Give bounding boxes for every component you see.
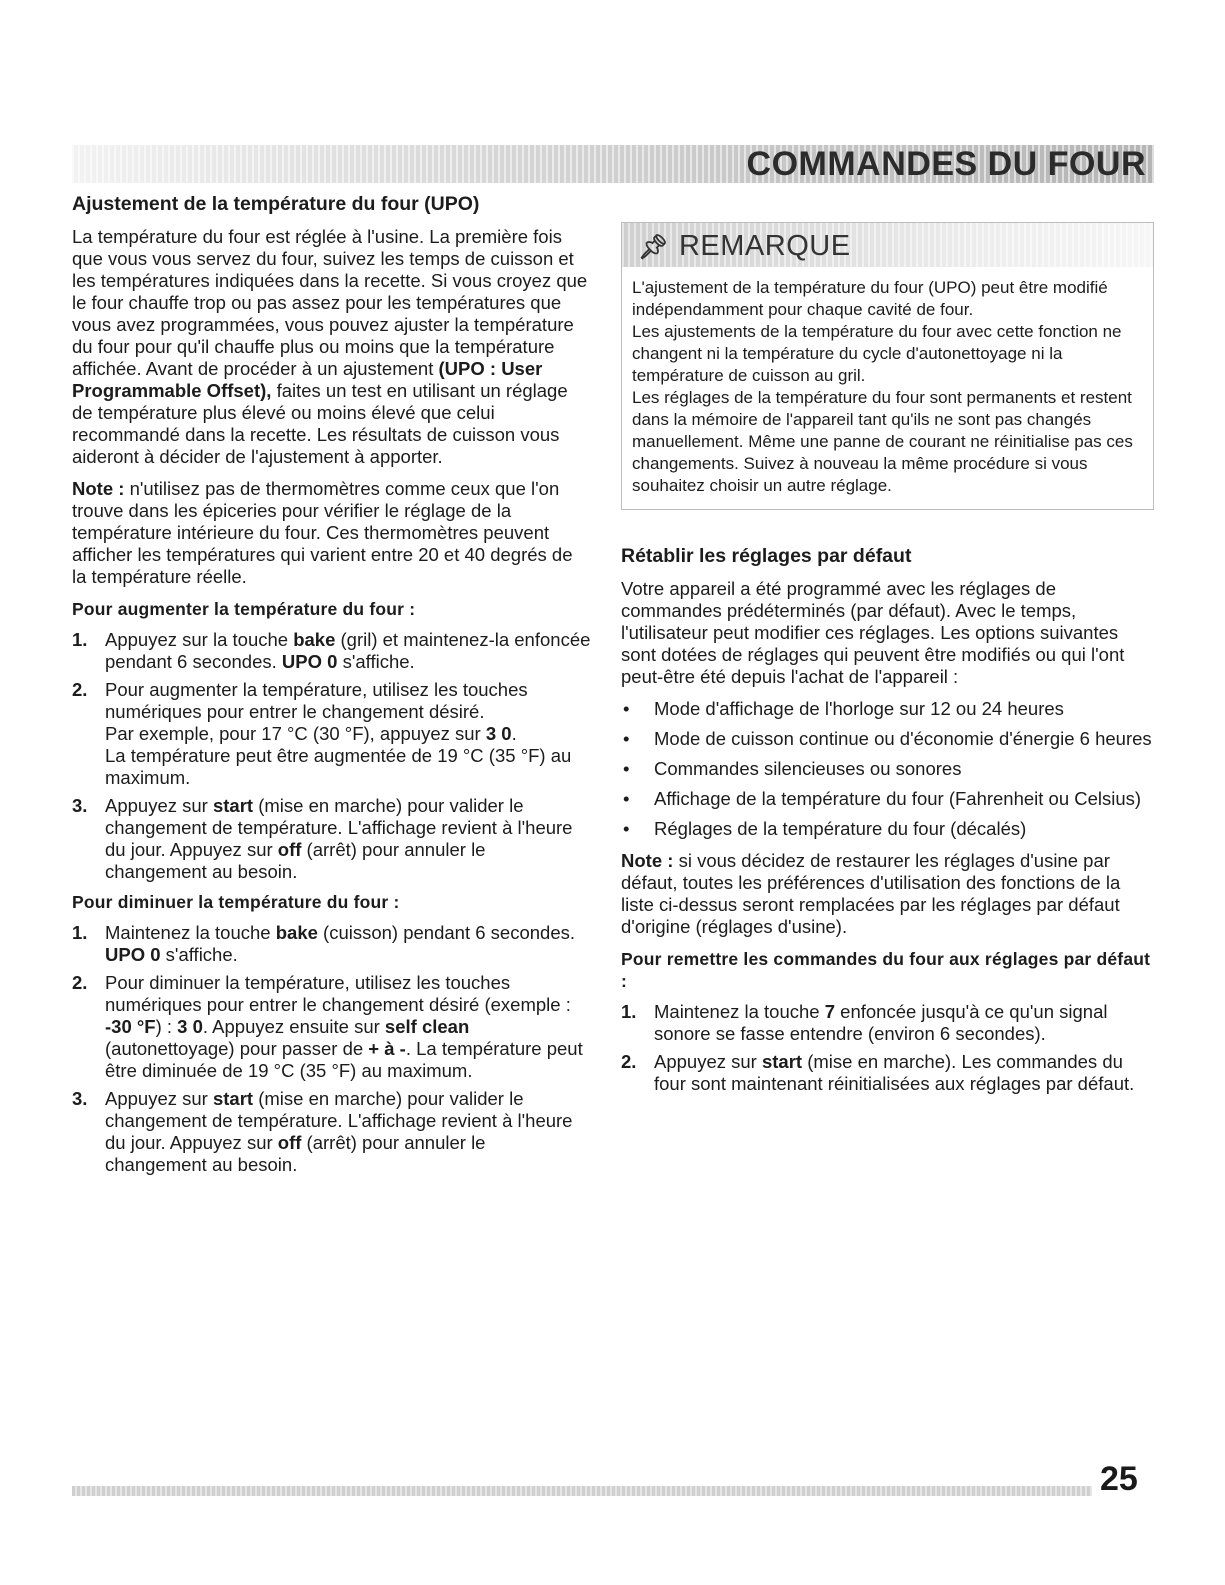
list-item: 2. Pour diminuer la température, utilisez les touches numériques pour entrer le changement désiré (exemple : -30 °F) : 3 0. Appuyez ensuite sur self clean (autonettoyage) pour passer de + à -. La température peut être diminuée de 19 °C (35 °F) au maximum. bbox=[72, 972, 583, 1081]
upo-intro: La température du four est réglée à l'usine. La première fois que vous vous servez du four, suivez les temps de cuisson et les températures indiquées dans la recette. Si vous croyez que le four chauffe trop ou pas assez pour les températures que vous avez programmées, vous pouvez ajuster la température du four pour qu'il chauffe plus ou moins que la température affichée. Avant de procéder à un ajustement (UPO : User Programmable Offset), faites un test en utilisant un réglage de température plus élevé ou moins élevé que celui recommandé dans la recette. Les résultats de cuisson vous aideront à décider de l'ajustement à apporter. bbox=[72, 226, 588, 467]
upo-heading: Ajustement de la température du four (UPO) bbox=[72, 193, 480, 215]
increase-steps bbox=[72, 629, 592, 883]
list-item: • Réglages de la température du four (décalés) bbox=[623, 818, 1027, 839]
remark-paragraph: Les ajustements de la température du four avec cette fonction ne changent ni la température du cycle d'autonettoyage ni la température de cuisson au gril. bbox=[632, 322, 1122, 385]
remark-title: REMARQUE bbox=[678, 230, 851, 262]
list-item: 1. Appuyez sur la touche bake (gril) et maintenez-la enfoncée pendant 6 secondes. UPO 0 s'affiche. bbox=[72, 629, 591, 672]
list-item: 2. Pour augmenter la température, utilisez les touches numériques pour entrer le changement désiré. Par exemple, pour 17 °C (30 °F), appuyez sur 3 0. La température peut être augmentée de 19 °C (35 °F) au maximum. bbox=[72, 679, 572, 788]
list-item: • Commandes silencieuses ou sonores bbox=[623, 758, 962, 779]
pushpin-icon: 📌︎ bbox=[638, 234, 669, 261]
left-column bbox=[72, 192, 592, 1184]
decrease-heading: Pour diminuer la température du four : bbox=[72, 892, 400, 912]
page-number: 25 bbox=[1100, 1460, 1138, 1498]
options-list bbox=[621, 698, 1154, 840]
section-header-band bbox=[72, 145, 1154, 183]
right-column bbox=[621, 222, 1154, 1103]
reset-heading: Rétablir les réglages par défaut bbox=[621, 545, 912, 567]
footer-band bbox=[72, 1486, 1092, 1496]
list-item: 3. Appuyez sur start (mise en marche) pour valider le changement de température. L'affichage revient à l'heure du jour. Appuyez sur off (arrêt) pour annuler le changement au besoin. bbox=[72, 1088, 573, 1175]
list-item: • Affichage de la température du four (Fahrenheit ou Celsius) bbox=[623, 788, 1142, 809]
list-item: • Mode de cuisson continue ou d'économie d'énergie 6 heures bbox=[623, 728, 1152, 749]
reset-intro: Votre appareil a été programmé avec les réglages de commandes prédéterminés (par défaut). Avec le temps, l'utilisateur peut modifier ces réglages. Les options suivantes sont dotées de réglages qui peuvent être modifiés ou qui l'ont peut-être été depuis l'achat de l'appareil : bbox=[621, 578, 1125, 687]
remark-paragraph: L'ajustement de la température du four (UPO) peut être modifié indépendamment pour chaque cavité de four. bbox=[632, 278, 1108, 319]
upo-note: Note : n'utilisez pas de thermomètres comme ceux que l'on trouve dans les épiceries pour vérifier le réglage de la température intérieure du four. Ces thermomètres peuvent afficher les températures qui varient entre 20 et 40 degrés de la température réelle. bbox=[72, 478, 573, 587]
reset-steps bbox=[621, 1001, 1154, 1095]
section-title: COMMANDES DU FOUR bbox=[746, 145, 1146, 183]
list-item: • Mode d'affichage de l'horloge sur 12 ou 24 heures bbox=[623, 698, 1064, 719]
increase-heading: Pour augmenter la température du four : bbox=[72, 599, 416, 619]
remark-header bbox=[622, 223, 1153, 267]
decrease-steps bbox=[72, 922, 592, 1176]
remark-body bbox=[622, 267, 1153, 509]
reset-steps-heading: Pour remettre les commandes du four aux réglages par défaut : bbox=[621, 949, 1151, 991]
list-item: 1. Maintenez la touche 7 enfoncée jusqu'à ce qu'un signal sonore se fasse entendre (environ 6 secondes). bbox=[621, 1001, 1108, 1044]
list-item: 1. Maintenez la touche bake (cuisson) pendant 6 secondes. UPO 0 s'affiche. bbox=[72, 922, 576, 965]
list-item: 2. Appuyez sur start (mise en marche). Les commandes du four sont maintenant réinitialisées aux réglages par défaut. bbox=[621, 1051, 1135, 1094]
list-item: 3. Appuyez sur start (mise en marche) pour valider le changement de température. L'affichage revient à l'heure du jour. Appuyez sur off (arrêt) pour annuler le changement au besoin. bbox=[72, 795, 573, 882]
reset-note: Note : si vous décidez de restaurer les réglages d'usine par défaut, toutes les préférences d'utilisation des fonctions de la liste ci-dessus seront remplacées par les réglages par défaut d'origine (réglages d'usine). bbox=[621, 850, 1121, 937]
remark-box bbox=[621, 222, 1154, 510]
remark-paragraph: Les réglages de la température du four sont permanents et restent dans la mémoire de l'appareil tant qu'ils ne sont pas changés manuellement. Même une panne de courant ne réinitialise pas ces changements. Suivez à nouveau la même procédure si vous souhaitez choisir un autre réglage. bbox=[632, 388, 1133, 495]
